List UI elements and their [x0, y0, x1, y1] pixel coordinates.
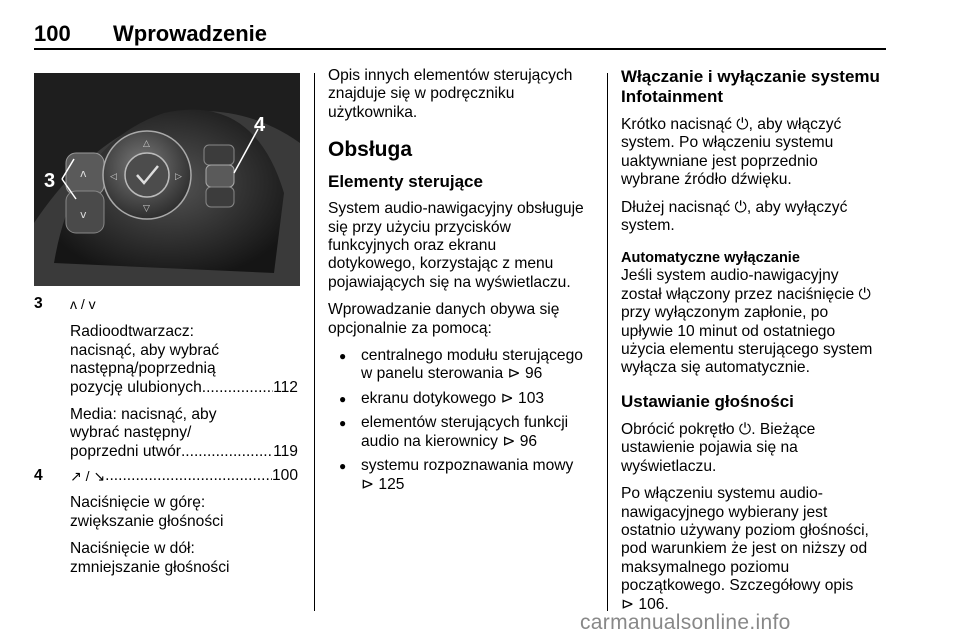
item-4-symbols: ↗ / ↘ ..... 100: [70, 467, 298, 485]
paragraph-volume: Obrócić pokrętło ⏻. Bieżące ustawienie pojawia się na wyświetlaczu.: [621, 420, 816, 475]
list-item: ● ekranu dotykowego ⊳ 103: [328, 390, 596, 408]
intro-paragraph: Opis innych elementów sterujących znajduje się w podręczniku użytkownika.: [328, 67, 573, 121]
page-title: Wprowadzenie: [113, 21, 268, 46]
column-2: [328, 67, 596, 500]
page-ref: 112: [273, 378, 298, 396]
item-4-block: [70, 467, 298, 586]
item-4-number: 4: [34, 467, 43, 484]
paragraph-auto-off: Jeśli system audio-nawigacyjny został włączony przez naciśnięcie ⏻ przy wyłączonym zapłonie, po upływie 10 minut od ostatniego użycia elementu sterującego system wyłącza się automatycznie.: [621, 267, 873, 377]
paragraph-power-off: Dłużej nacisnąć ⏻, aby wyłączyć system.: [621, 198, 848, 235]
item-4-up-text: Naciśnięcie w górę: zwiększanie głośności: [70, 494, 224, 530]
page-number: 100: [34, 21, 71, 46]
list-item: ● centralnego modułu sterującego w panelu sterowania ⊳ 96: [328, 347, 596, 384]
list-item: ● systemu rozpoznawania mowy ⊳ 125: [328, 457, 596, 494]
column-3: [621, 67, 889, 623]
svg-text:◁: ◁: [110, 172, 117, 182]
item-4-down-text: Naciśnięcie w dół: zmniejszanie głośności: [70, 540, 230, 576]
header-rule: [34, 48, 886, 50]
column-divider-2: [607, 73, 608, 611]
page-ref: 106.: [638, 595, 669, 613]
item-3-block: [70, 295, 298, 470]
column-divider-1: [314, 73, 315, 611]
item-3-media-text: Media: nacisnąć, aby wybrać następny/ poprzedni utwór ..... 119: [70, 406, 298, 461]
paragraph-input: Wprowadzanie danych obywa się opcjonalnie za pomocą:: [328, 301, 560, 337]
svg-text:▽: ▽: [143, 204, 150, 214]
svg-text:▷: ▷: [175, 172, 182, 182]
section-heading-power: Włączanie i wyłączanie systemu Infotainment: [621, 67, 880, 106]
list-item: ● elementów sterujących funkcji audio na kierownicy ⊳ 96: [328, 414, 596, 451]
page-ref: 100: [271, 467, 298, 484]
steering-wheel-illustration: [34, 73, 300, 286]
callout-3: 3: [44, 170, 56, 192]
paragraph-system: System audio-nawigacyjny obsługuje się przy użyciu przycisków funkcyjnych oraz ekranu dotykowego, korzystając z menu pojawiających się na wyświetlaczu.: [328, 200, 584, 291]
steering-wheel-controls-figure: [34, 73, 300, 286]
section-heading-obsluga: Obsługa: [328, 138, 413, 162]
item-3-number: 3: [34, 295, 43, 312]
item-3-radio-text: Radioodtwarzacz: nacisnąć, aby wybrać następną/poprzednią pozycję ulubionych ..... 112: [70, 323, 298, 397]
subheading-elementy: Elementy sterujące: [328, 172, 483, 192]
input-methods-list: [328, 347, 596, 494]
watermark: carmanualsonline.info: [580, 611, 791, 634]
callout-4: 4: [254, 114, 266, 136]
section-heading-volume: Ustawianie głośności: [621, 391, 794, 411]
svg-text:v: v: [80, 208, 87, 221]
subheading-auto-off: Automatyczne wyłączanie: [621, 250, 800, 267]
paragraph-power-on: Krótko nacisnąć ⏻, aby włączyć system. Po włączeniu systemu uaktywniane jest poprzednio wybrane źródło dźwięku.: [621, 116, 842, 189]
page-ref: 119: [273, 442, 298, 460]
svg-text:ʌ: ʌ: [80, 167, 87, 180]
item-3-symbols: ʌ / v: [70, 296, 96, 312]
svg-text:△: △: [143, 139, 150, 149]
paragraph-volume-start: Po włączeniu systemu audio- nawigacyjnego wybierany jest ostatnio używany poziom głośności, pod warunkiem że jest on niższy od maksymalnego poziomu początkowego. Szczegółowy opis ⊳ 106.: [621, 485, 869, 613]
